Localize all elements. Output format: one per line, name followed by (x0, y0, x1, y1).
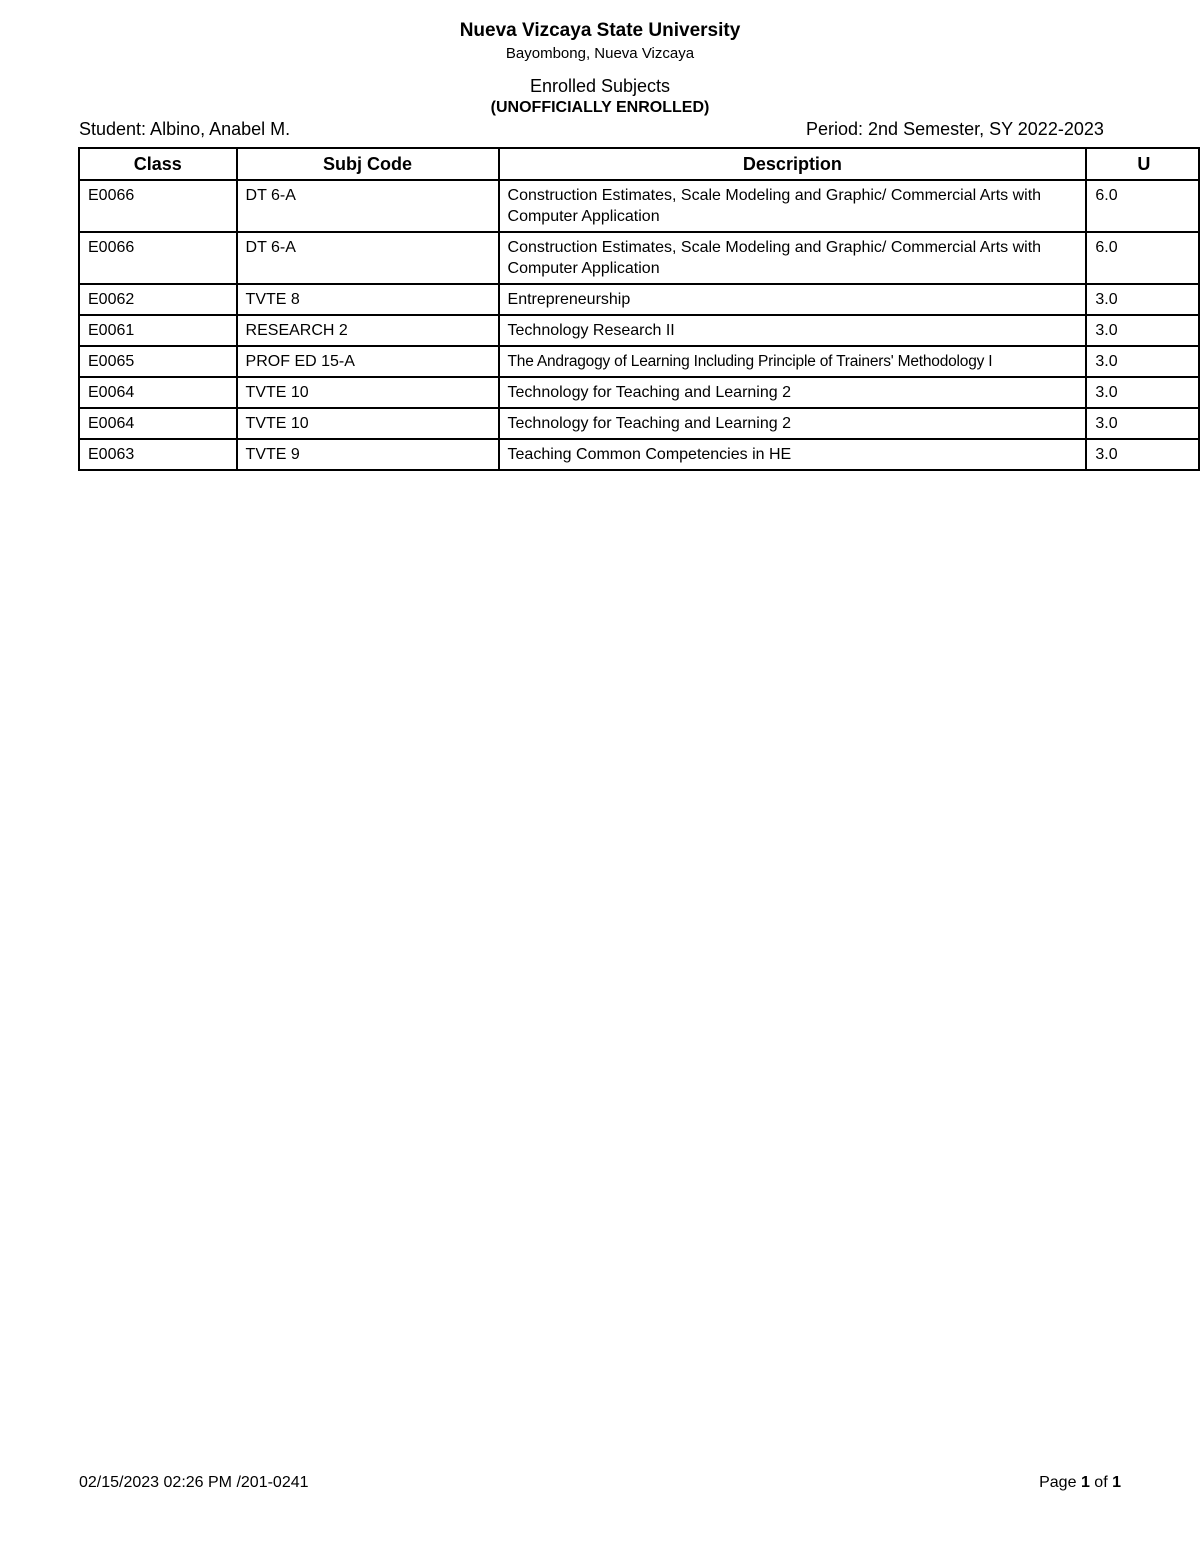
cell-class: E0061 (79, 315, 237, 346)
document-title: Enrolled Subjects (529, 76, 671, 96)
university-address: Bayombong, Nueva Vizcaya (505, 45, 695, 62)
table-row (79, 439, 1199, 470)
page-of-label: of (1094, 1474, 1108, 1491)
cell-description: Technology Research II (499, 315, 1087, 346)
cell-subj-code: DT 6-A (237, 232, 499, 284)
cell-subj-code: TVTE 10 (237, 377, 499, 408)
page-total: 1 (1112, 1474, 1121, 1491)
cell-class: E0064 (79, 408, 237, 439)
cell-class: E0065 (79, 346, 237, 377)
cell-units: 6.0 (1086, 232, 1199, 284)
cell-subj-code: TVTE 9 (237, 439, 499, 470)
cell-class: E0066 (79, 232, 237, 284)
table-row (79, 180, 1199, 232)
cell-class: E0064 (79, 377, 237, 408)
cell-subj-code: DT 6-A (237, 180, 499, 232)
cell-units: 6.0 (1086, 180, 1199, 232)
cell-units: 3.0 (1086, 439, 1199, 470)
table-row (79, 377, 1199, 408)
table-row (79, 315, 1199, 346)
cell-description: The Andragogy of Learning Including Principle of Trainers' Methodology I (499, 346, 1087, 377)
cell-units: 3.0 (1086, 284, 1199, 315)
cell-subj-code: TVTE 10 (237, 408, 499, 439)
university-name: Nueva Vizcaya State University (459, 20, 741, 41)
cell-class: E0066 (79, 180, 237, 232)
cell-description: Construction Estimates, Scale Modeling and Graphic/ Commercial Arts with Computer Application (499, 180, 1087, 232)
period-info: Period: 2nd Semester, SY 2022-2023 (806, 119, 1104, 139)
table-header-row (79, 148, 1199, 180)
page-current: 1 (1080, 1474, 1090, 1491)
page-label: Page (1039, 1474, 1077, 1491)
cell-units: 3.0 (1086, 408, 1199, 439)
cell-units: 3.0 (1086, 377, 1199, 408)
table-row (79, 232, 1199, 284)
cell-subj-code: PROF ED 15-A (237, 346, 499, 377)
student-name: Student: Albino, Anabel M. (79, 119, 291, 139)
table-row (79, 284, 1199, 315)
table-row (79, 346, 1199, 377)
print-timestamp: 02/15/2023 02:26 PM /201-0241 (79, 1474, 309, 1491)
cell-subj-code: TVTE 8 (237, 284, 499, 315)
column-header-description: Description (499, 148, 1087, 180)
column-header-class: Class (79, 148, 237, 180)
cell-description: Technology for Teaching and Learning 2 (499, 377, 1087, 408)
cell-subj-code: RESEARCH 2 (237, 315, 499, 346)
cell-class: E0063 (79, 439, 237, 470)
cell-units: 3.0 (1086, 315, 1199, 346)
enrollment-status: (UNOFFICIALLY ENROLLED) (490, 99, 710, 116)
enrolled-subjects-table (78, 147, 1200, 471)
cell-description: Entrepreneurship (499, 284, 1087, 315)
cell-description: Teaching Common Competencies in HE (499, 439, 1087, 470)
column-header-subj-code: Subj Code (237, 148, 499, 180)
table-row (79, 408, 1199, 439)
cell-description: Construction Estimates, Scale Modeling and Graphic/ Commercial Arts with Computer Application (499, 232, 1087, 284)
cell-description: Technology for Teaching and Learning 2 (499, 408, 1087, 439)
page-indicator (1039, 1474, 1121, 1492)
cell-class: E0062 (79, 284, 237, 315)
column-header-units: U (1086, 148, 1199, 180)
cell-units: 3.0 (1086, 346, 1199, 377)
